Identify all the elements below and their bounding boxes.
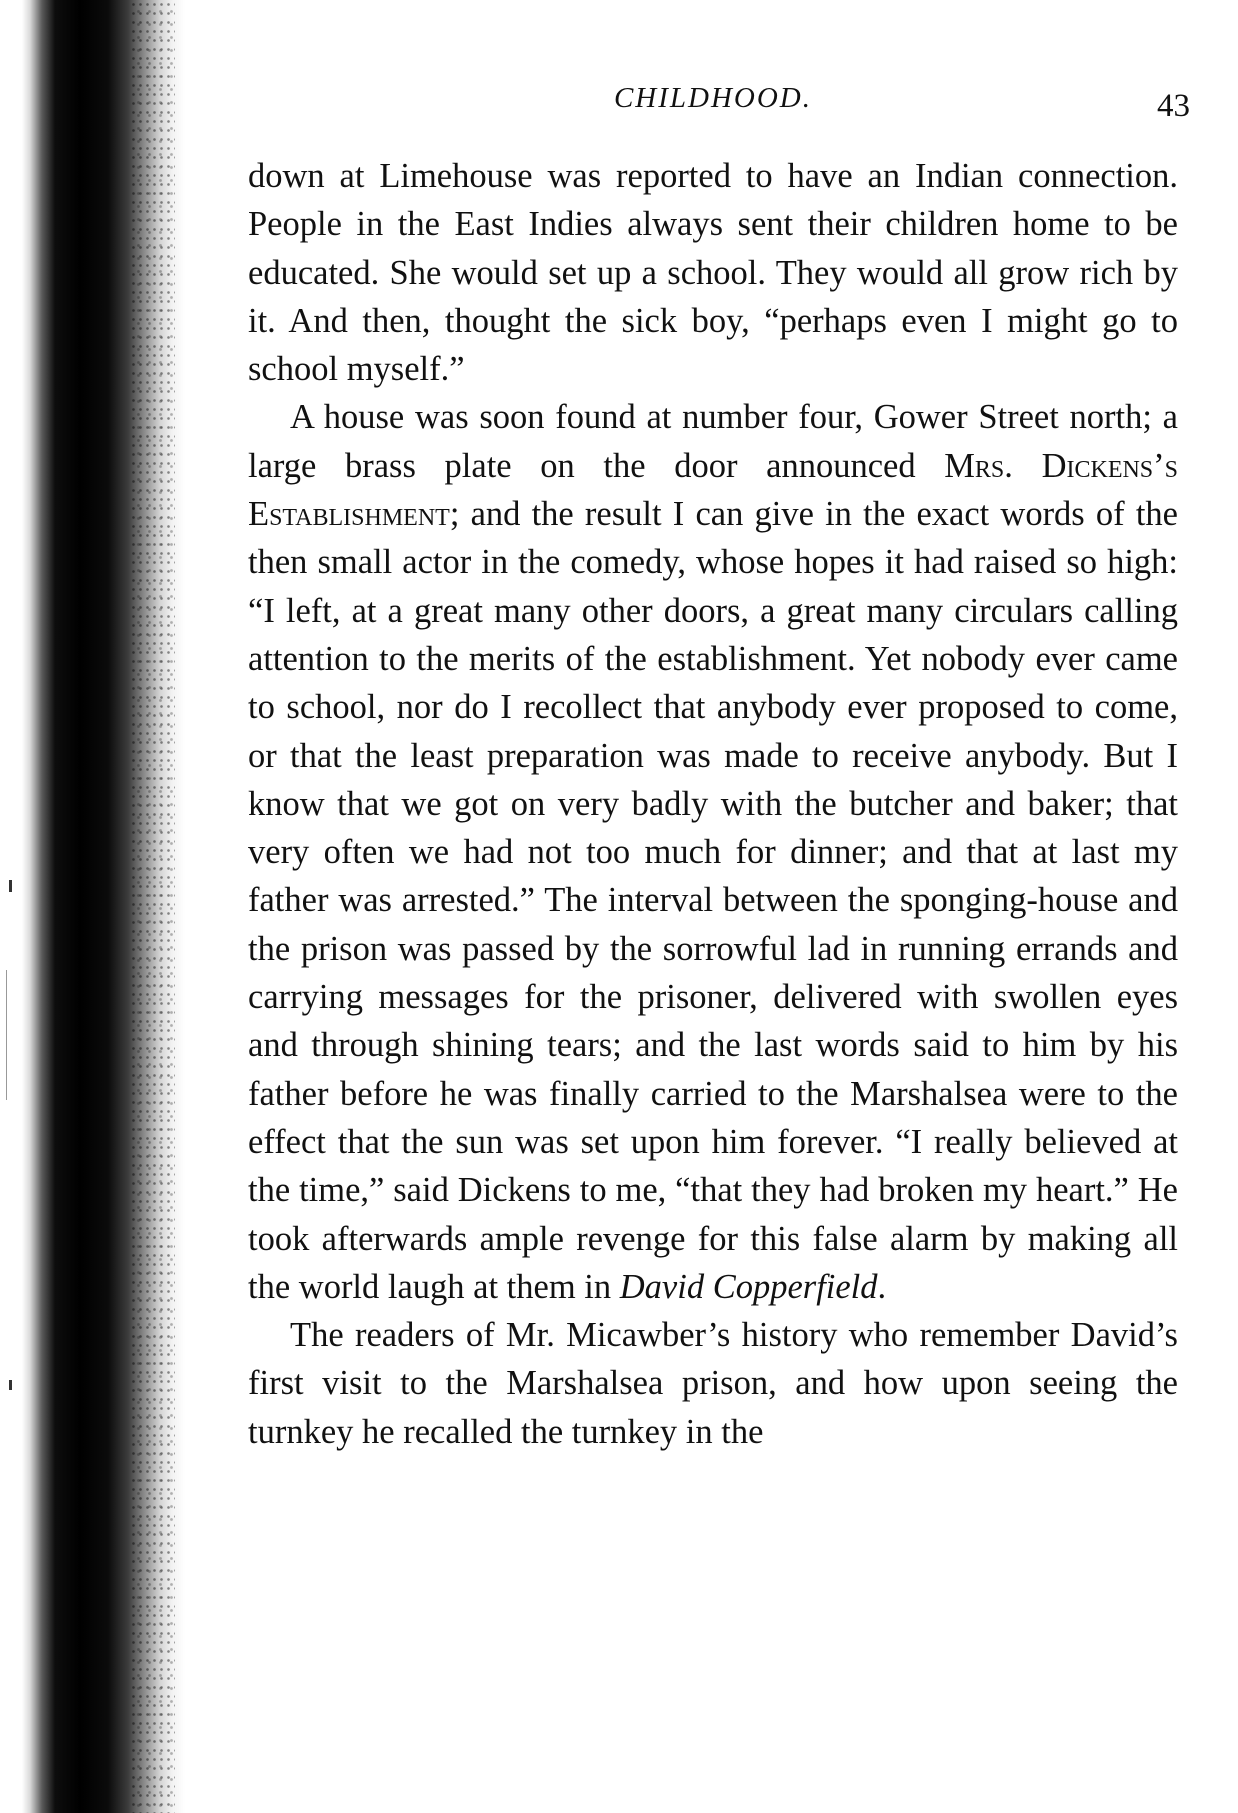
establishment-smallcaps: Mrs. Dickens’s Establishment xyxy=(248,446,1178,534)
paragraph-3: The readers of Mr. Micawber’s history who remember David’s first visit to the Marshalsea prison, and how upon seeing the turnkey he recalled the turnkey in the xyxy=(248,1316,1178,1451)
body-text xyxy=(248,152,1178,1456)
book-page xyxy=(248,80,1190,1456)
book-title-italic: David Copperfield xyxy=(619,1267,878,1306)
paragraph-2-part-c: . xyxy=(877,1267,887,1306)
page-number: 43 xyxy=(1157,88,1190,124)
paragraph-2-part-a: A house was soon found at number four, Gower Street north; a large brass plate on the door announced xyxy=(248,398,1178,485)
paragraph-2 xyxy=(248,393,1178,1311)
paragraph-2-part-b: ; and the result I can give in the exact words of the then small actor in the comedy, whose hopes it had raised so high: “I left, at a great many other doors, a great many circulars calling attention to the merits of the establishment. Yet nobody ever came to school, nor do I recollect that anybody ever proposed to come, or that the least preparation was made to receive anybody. But I know that we got on very badly with the butcher and baker; that very often we had not too much for dinner; and that at last my father was arrested.” The interval between the sponging-house and the prison was passed by the sorrowful lad in running errands and carrying messages for the prisoner, delivered with swollen eyes and through shining tears; and the last words said to him by his father before he was finally carried to the Marshalsea were to the effect that the sun was set upon him forever. “I really believed at the time,” said Dickens to me, “that they had broken my heart.” He took afterwards ample revenge for this false alarm by making all the world laugh at them in xyxy=(248,495,1178,1306)
scan-artifact-mark xyxy=(9,1380,12,1390)
running-head xyxy=(248,80,1190,140)
scan-artifact-mark xyxy=(9,880,12,892)
paragraph-1: down at Limehouse was reported to have an Indian connection. People in the East Indies always sent their children home to be educated. She would set up a school. They would all grow rich by it. And then, thought the sick boy, “perhaps even I might go to school myself.” xyxy=(248,157,1178,389)
running-title: CHILDHOOD. xyxy=(613,82,813,114)
scan-artifact-mark xyxy=(6,970,7,1100)
gutter-speckle-texture xyxy=(130,0,175,1813)
